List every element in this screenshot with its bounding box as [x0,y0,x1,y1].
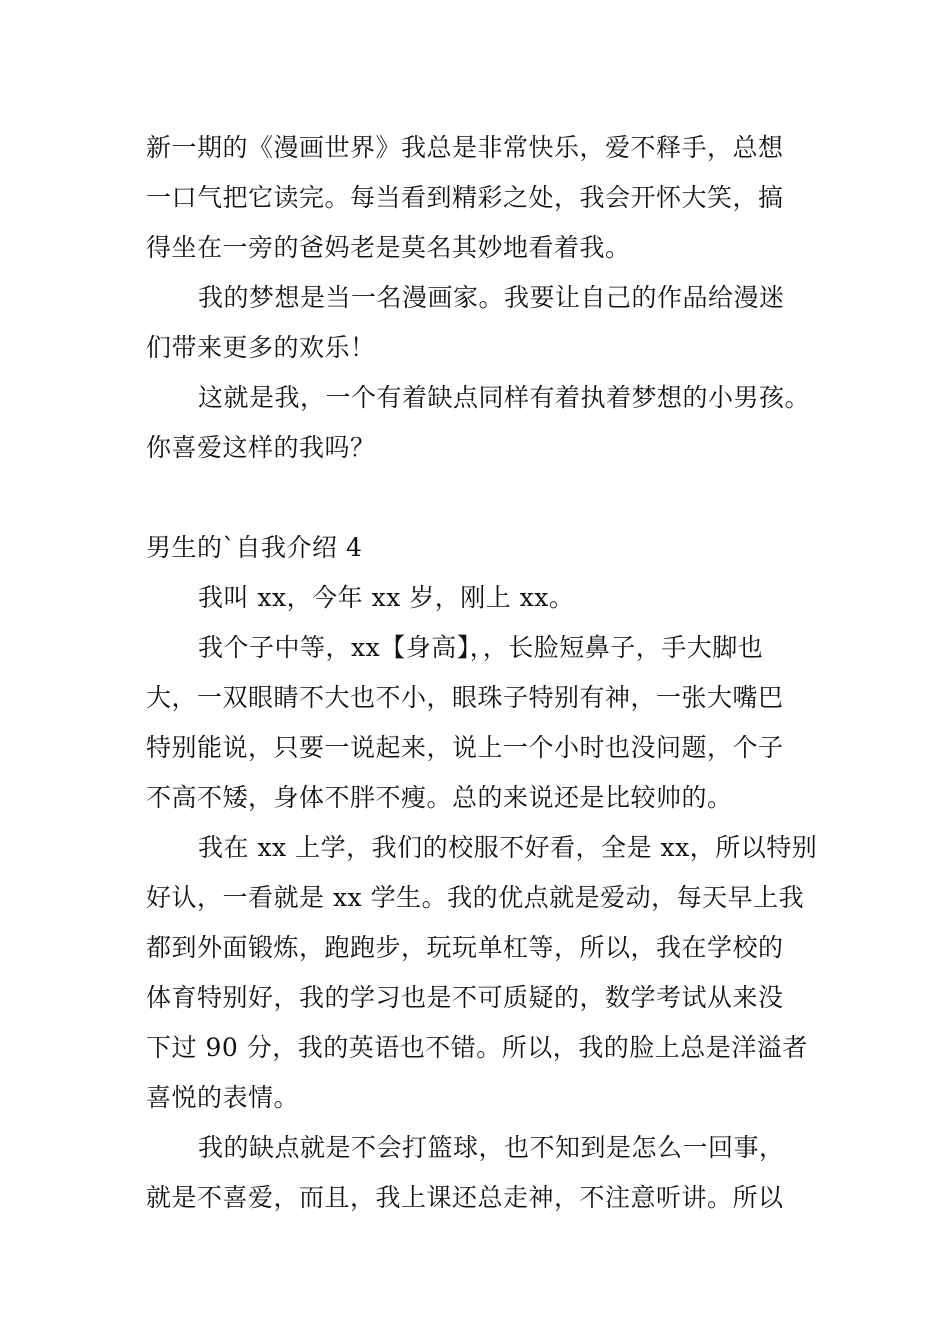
paragraph-line: 下过 90 分，我的英语也不错。所以，我的脸上总是洋溢者 [146,1033,808,1062]
paragraph-line: 好认，一看就是 xx 学生。我的优点就是爱动，每天早上我 [146,883,805,912]
paragraph-line: 我个子中等，xx【身高】，，长脸短鼻子，手大脚也 [198,633,764,662]
paragraph-line: 我在 xx 上学，我们的校服不好看，全是 xx，所以特别 [198,833,818,862]
paragraph-line: 特别能说，只要一说起来，说上一个小时也没问题，个子 [146,733,784,762]
paragraph-line: 我叫 xx，今年 xx 岁，刚上 xx。 [198,583,575,612]
paragraph-line: 你喜爱这样的我吗？ [146,433,376,462]
paragraph-line: 就是不喜爱，而且，我上课还总走神，不注意听讲。所以 [146,1183,784,1212]
paragraph-line: 新一期的《漫画世界》我总是非常快乐，爱不释手，总想 [146,133,784,162]
paragraph-line: 体育特别好，我的学习也是不可质疑的，数学考试从来没 [146,983,784,1012]
paragraph-line: 我的梦想是当一名漫画家。我要让自己的作品给漫迷 [198,283,785,312]
paragraph-line: 不高不矮，身体不胖不瘦。总的来说还是比较帅的。 [146,783,733,812]
paragraph-line: 大，一双眼睛不大也不小，眼珠子特别有神，一张大嘴巴 [146,683,784,712]
paragraph-line: 这就是我，一个有着缺点同样有着执着梦想的小男孩。 [198,383,811,412]
paragraph-line: 得坐在一旁的爸妈老是莫名其妙地看着我。 [146,233,631,262]
paragraph-line: 一口气把它读完。每当看到精彩之处，我会开怀大笑，搞 [146,183,784,212]
paragraph-line: 我的缺点就是不会打篮球，也不知到是怎么一回事， [198,1133,785,1162]
paragraph-line: 喜悦的表情。 [146,1083,300,1112]
paragraph-line: 都到外面锻炼，跑跑步，玩玩单杠等，所以，我在学校的 [146,933,784,962]
section-heading: 男生的`自我介绍 4 [146,533,363,562]
paragraph-line: 们带来更多的欢乐！ [146,333,376,362]
